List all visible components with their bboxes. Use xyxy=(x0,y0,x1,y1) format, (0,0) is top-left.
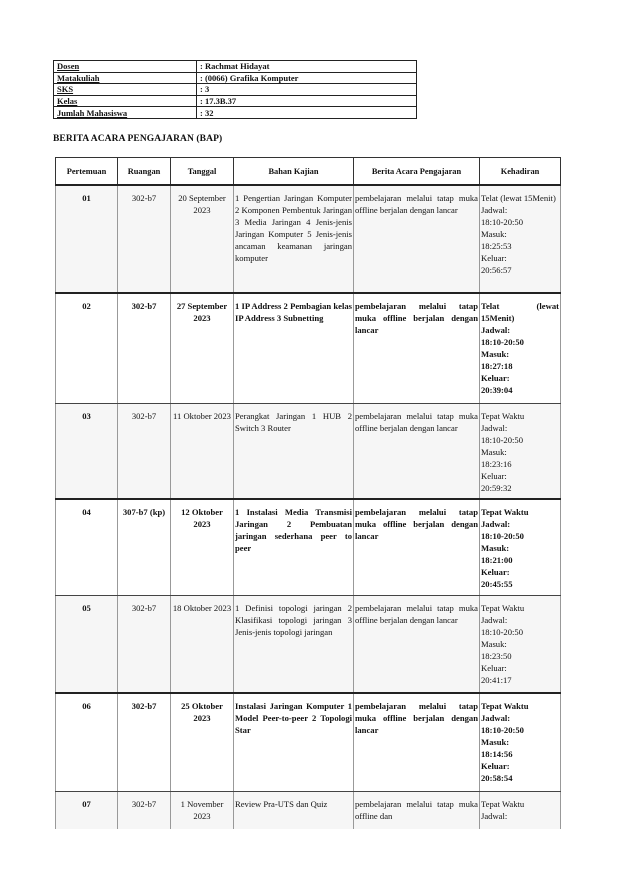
info-label: Matakuliah xyxy=(54,72,197,84)
cell-ruangan: 302-b7 xyxy=(118,403,171,499)
checkin-label: Masuk: xyxy=(481,349,510,359)
checkin-label: Masuk: xyxy=(481,446,507,457)
table-row xyxy=(56,791,561,829)
schedule-label: Jadwal: xyxy=(481,810,508,821)
cell-ruangan: 302-b7 xyxy=(118,185,171,293)
schedule-label: Jadwal: xyxy=(481,422,508,433)
cell-pertemuan: 06 xyxy=(56,693,118,791)
cell-berita: pembelajaran melalui tatap muka offline berjalan dengan lancar xyxy=(354,595,480,693)
schedule-value: 18:10-20:50 xyxy=(481,531,524,541)
checkout-label: Keluar: xyxy=(481,373,510,383)
info-row-kelas xyxy=(54,95,417,107)
header-tanggal: Tanggal xyxy=(171,158,234,186)
attendance-status: Tepat Waktu xyxy=(481,410,525,421)
cell-ruangan: 302-b7 xyxy=(118,293,171,403)
cell-pertemuan: 01 xyxy=(56,185,118,293)
cell-tanggal: 27 September 2023 xyxy=(171,293,234,403)
checkout-value: 20:45:55 xyxy=(481,579,513,589)
bap-table xyxy=(55,157,561,829)
info-row-jumlah xyxy=(54,107,417,119)
header-bahan: Bahan Kajian xyxy=(234,158,354,186)
cell-tanggal: 18 Oktober 2023 xyxy=(171,595,234,693)
info-row-sks xyxy=(54,84,417,96)
cell-kehadiran xyxy=(480,791,561,829)
cell-pertemuan: 07 xyxy=(56,791,118,829)
table-row xyxy=(56,185,561,293)
info-value: : Rachmat Hidayat xyxy=(197,61,417,73)
cell-tanggal: 20 September 2023 xyxy=(171,185,234,293)
checkout-value: 20:59:32 xyxy=(481,482,512,493)
attendance-status: Tepat Waktu xyxy=(481,701,529,711)
attendance-status: Tepat Waktu xyxy=(481,507,529,517)
header-kehadiran: Kehadiran xyxy=(480,158,561,186)
checkout-label: Keluar: xyxy=(481,662,507,673)
cell-berita: pembelajaran melalui tatap muka offline berjalan dengan lancar xyxy=(354,293,480,403)
checkin-value: 18:14:56 xyxy=(481,749,513,759)
info-value: : 32 xyxy=(197,107,417,119)
schedule-label: Jadwal: xyxy=(481,614,508,625)
attendance-status: Telat (lewat 15Menit) xyxy=(481,193,556,203)
cell-pertemuan: 03 xyxy=(56,403,118,499)
checkout-label: Keluar: xyxy=(481,253,507,263)
checkout-value: 20:39:04 xyxy=(481,385,513,395)
checkin-value: 18:23:16 xyxy=(481,458,512,469)
checkin-value: 18:27:18 xyxy=(481,361,513,371)
cell-berita: pembelajaran melalui tatap muka offline dan xyxy=(354,791,480,829)
schedule-label: Jadwal: xyxy=(481,325,511,335)
section-title: BERITA ACARA PENGAJARAN (BAP) xyxy=(53,134,223,144)
cell-bahan: 1 Pengertian Jaringan Komputer 2 Komponen Pembentuk Jaringan 3 Media Jaringan 4 Jenis-jenis Jaringan Komputer 5 Jenis-jenis ancaman keamanan jaringan komputer xyxy=(234,185,354,293)
header-ruangan: Ruangan xyxy=(118,158,171,186)
info-row-matakuliah xyxy=(54,72,417,84)
schedule-label: Jadwal: xyxy=(481,205,508,215)
cell-berita: pembelajaran melalui tatap muka offline berjalan dengan lancar xyxy=(354,499,480,595)
checkout-value: 20:41:17 xyxy=(481,674,512,685)
checkout-label: Keluar: xyxy=(481,470,507,481)
cell-bahan: Review Pra-UTS dan Quiz xyxy=(234,791,354,829)
cell-kehadiran xyxy=(480,293,561,403)
info-label: SKS xyxy=(54,84,197,96)
schedule-value: 18:10-20:50 xyxy=(481,217,524,227)
cell-bahan: 1 Definisi topologi jaringan 2 Klasifikasi topologi jaringan 3 Jenis-jenis topologi jaringan xyxy=(234,595,354,693)
cell-kehadiran xyxy=(480,403,561,499)
cell-tanggal: 11 Oktober 2023 xyxy=(171,403,234,499)
table-row xyxy=(56,595,561,693)
attendance-status: Tepat Waktu xyxy=(481,602,525,613)
cell-pertemuan: 02 xyxy=(56,293,118,403)
info-row-dosen xyxy=(54,61,417,73)
schedule-value: 18:10-20:50 xyxy=(481,337,524,347)
table-row xyxy=(56,499,561,595)
info-value: : 17.3B.37 xyxy=(197,95,417,107)
header-berita: Berita Acara Pengajaran xyxy=(354,158,480,186)
cell-bahan: 1 Instalasi Media Transmisi Jaringan 2 Pembuatan jaringan sederhana peer to peer xyxy=(234,499,354,595)
schedule-value: 18:10-20:50 xyxy=(481,626,524,637)
attendance-status: Tepat Waktu xyxy=(481,798,525,809)
table-row xyxy=(56,403,561,499)
checkin-label: Masuk: xyxy=(481,737,510,747)
cell-ruangan: 307-b7 (kp) xyxy=(118,499,171,595)
cell-berita: pembelajaran melalui tatap muka offline berjalan dengan lancar xyxy=(354,185,480,293)
cell-ruangan: 302-b7 xyxy=(118,595,171,693)
cell-berita: pembelajaran melalui tatap muka offline berjalan dengan lancar xyxy=(354,693,480,791)
cell-bahan: Perangkat Jaringan 1 HUB 2 Switch 3 Router xyxy=(234,403,354,499)
checkin-value: 18:23:50 xyxy=(481,650,512,661)
info-label: Kelas xyxy=(54,95,197,107)
cell-berita: pembelajaran melalui tatap muka offline berjalan dengan lancar xyxy=(354,403,480,499)
cell-bahan: 1 IP Address 2 Pembagian kelas IP Address 3 Subnetting xyxy=(234,293,354,403)
schedule-label: Jadwal: xyxy=(481,519,511,529)
attendance-status: Telat (lewat 15Menit) xyxy=(481,301,559,323)
cell-tanggal: 25 Oktober 2023 xyxy=(171,693,234,791)
course-info-table xyxy=(53,60,417,119)
schedule-label: Jadwal: xyxy=(481,713,511,723)
info-value: : (0066) Grafika Komputer xyxy=(197,72,417,84)
cell-kehadiran xyxy=(480,499,561,595)
cell-ruangan: 302-b7 xyxy=(118,693,171,791)
table-row xyxy=(56,293,561,403)
table-header-row xyxy=(56,158,561,186)
cell-ruangan: 302-b7 xyxy=(118,791,171,829)
header-pertemuan: Pertemuan xyxy=(56,158,118,186)
cell-kehadiran xyxy=(480,595,561,693)
checkout-label: Keluar: xyxy=(481,567,510,577)
checkin-label: Masuk: xyxy=(481,543,510,553)
cell-tanggal: 1 November 2023 xyxy=(171,791,234,829)
cell-kehadiran xyxy=(480,693,561,791)
checkout-value: 20:56:57 xyxy=(481,265,512,275)
checkin-label: Masuk: xyxy=(481,638,507,649)
checkout-value: 20:58:54 xyxy=(481,773,513,783)
cell-pertemuan: 04 xyxy=(56,499,118,595)
schedule-value: 18:10-20:50 xyxy=(481,434,524,445)
info-label: Jumlah Mahasiswa xyxy=(54,107,197,119)
cell-pertemuan: 05 xyxy=(56,595,118,693)
cell-bahan: Instalasi Jaringan Komputer 1 Model Peer-to-peer 2 Topologi Star xyxy=(234,693,354,791)
schedule-value: 18:10-20:50 xyxy=(481,725,524,735)
checkin-value: 18:21:00 xyxy=(481,555,513,565)
info-label: Dosen xyxy=(54,61,197,73)
cell-kehadiran xyxy=(480,185,561,293)
cell-tanggal: 12 Oktober 2023 xyxy=(171,499,234,595)
checkout-label: Keluar: xyxy=(481,761,510,771)
info-value: : 3 xyxy=(197,84,417,96)
table-row xyxy=(56,693,561,791)
checkin-label: Masuk: xyxy=(481,229,507,239)
checkin-value: 18:25:53 xyxy=(481,241,512,251)
